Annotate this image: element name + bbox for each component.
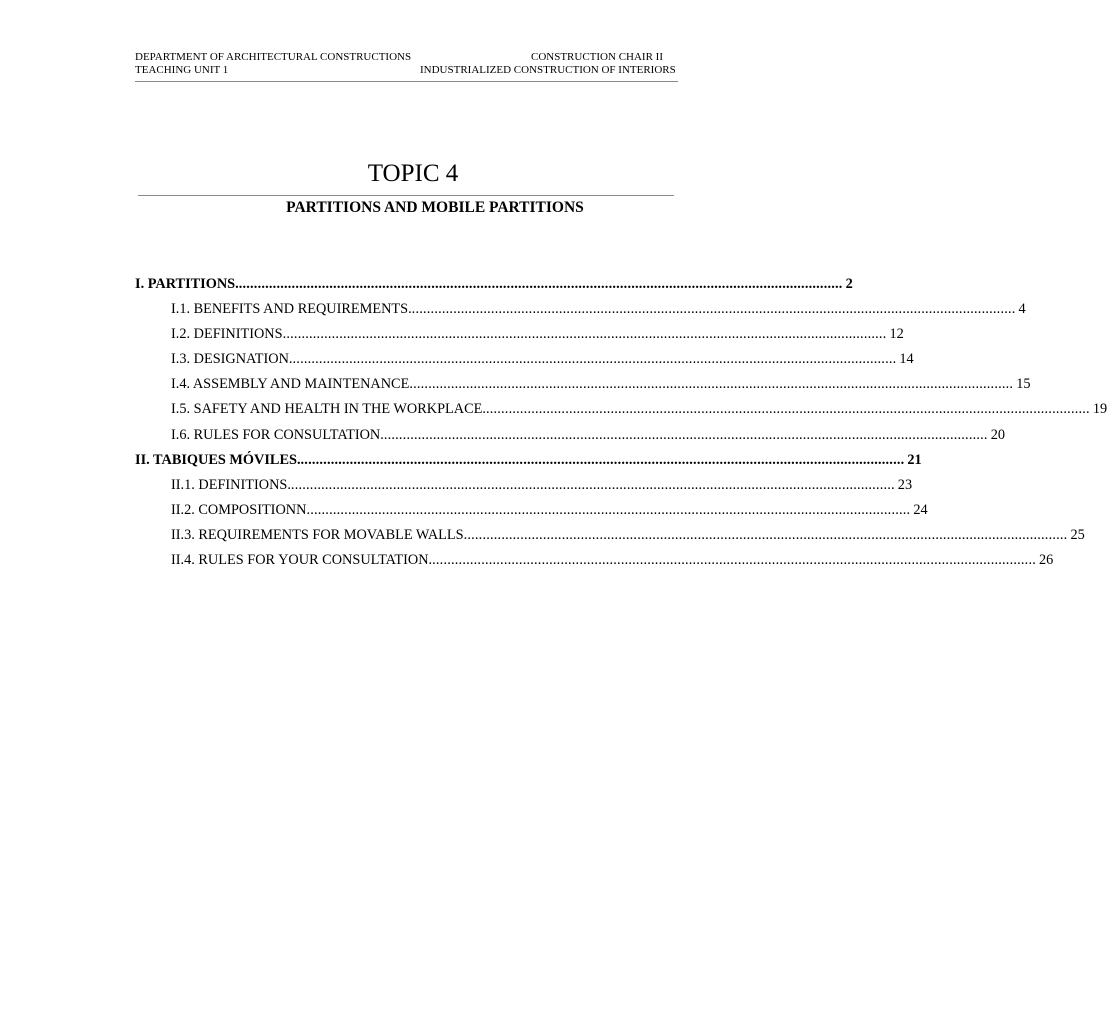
toc-entry-movable-definitions[interactable] bbox=[171, 476, 913, 494]
toc-dot-leader: ................................................................................................................................................................ bbox=[411, 301, 1016, 317]
toc-entry-designation[interactable] bbox=[171, 350, 914, 368]
toc-dot-leader: ................................................................................................................................................................ bbox=[383, 427, 988, 443]
toc-entry-title: I.5. SAFETY AND HEALTH IN THE WORKPLACE. bbox=[171, 401, 486, 417]
toc-page-number: 21 bbox=[907, 452, 922, 468]
toc-dot-leader: ................................................................................................................................................................ bbox=[290, 477, 895, 493]
toc-page-number: 15 bbox=[1016, 376, 1031, 392]
toc-entry-rules-consultation[interactable] bbox=[171, 426, 1005, 444]
header-department: DEPARTMENT OF ARCHITECTURAL CONSTRUCTIONS bbox=[135, 51, 412, 63]
toc-dot-leader: ................................................................................................................................................................ bbox=[432, 552, 1036, 568]
title-divider bbox=[138, 195, 674, 196]
toc-entry-title: I. PARTITIONS. bbox=[135, 276, 239, 292]
header-chair: CONSTRUCTION CHAIR II bbox=[531, 51, 663, 63]
toc-page-number: 20 bbox=[990, 427, 1005, 443]
toc-page-number: 14 bbox=[899, 351, 914, 367]
toc-page-number: 25 bbox=[1070, 527, 1085, 543]
toc-entry-partitions[interactable] bbox=[135, 275, 853, 293]
toc-page-number: 4 bbox=[1018, 301, 1026, 317]
header-teaching-unit: TEACHING UNIT 1 bbox=[135, 64, 229, 76]
toc-entry-composition[interactable] bbox=[171, 501, 928, 519]
page-subtitle: PARTITIONS AND MOBILE PARTITIONS bbox=[286, 199, 584, 216]
toc-page-number: 23 bbox=[897, 477, 913, 493]
toc-entry-title: I.3. DESIGNATION. bbox=[171, 351, 293, 367]
toc-entry-title: II.3. REQUIREMENTS FOR MOVABLE WALLS bbox=[171, 527, 464, 543]
toc-dot-leader: ................................................................................................................................................................ bbox=[485, 401, 1090, 417]
toc-entry-benefits-requirements[interactable] bbox=[171, 300, 1026, 318]
toc-dot-leader: ................................................................................................................................................................ bbox=[409, 376, 1014, 392]
toc-entry-title: I.6. RULES FOR CONSULTATION. bbox=[171, 427, 384, 443]
page-title: TOPIC 4 bbox=[367, 160, 459, 187]
toc-entry-rules-your-consultation[interactable] bbox=[171, 551, 1054, 569]
toc-dot-leader: ................................................................................................................................................................ bbox=[300, 452, 905, 468]
toc-entry-safety-health[interactable] bbox=[171, 400, 1107, 418]
toc-entry-movable-requirements[interactable] bbox=[171, 526, 1085, 544]
toc-entry-title: II.1. DEFINITIONS. bbox=[171, 477, 291, 493]
toc-entry-title: I.1. BENEFITS AND REQUIREMENTS. bbox=[171, 301, 412, 317]
toc-page-number: 19 bbox=[1092, 401, 1107, 417]
toc-entry-assembly-maintenance[interactable] bbox=[171, 375, 1031, 393]
toc-page-number: 12 bbox=[889, 326, 904, 342]
toc-entry-title: I.2. DEFINITIONS bbox=[171, 326, 283, 342]
toc-dot-leader: ................................................................................................................................................................ bbox=[463, 527, 1068, 543]
page-header bbox=[135, 51, 678, 77]
header-course: INDUSTRIALIZED CONSTRUCTION OF INTERIORS bbox=[420, 64, 676, 76]
toc-entry-tabiques-moviles[interactable] bbox=[135, 451, 922, 469]
toc-dot-leader: ................................................................................................................................................................ bbox=[306, 502, 911, 518]
toc-entry-title: I.4. ASSEMBLY AND MAINTENANCE bbox=[171, 376, 410, 392]
toc-page-number: 24 bbox=[913, 502, 928, 518]
toc-page-number: 26 bbox=[1039, 552, 1054, 568]
toc-entry-title: II.4. RULES FOR YOUR CONSULTATION. bbox=[171, 552, 433, 568]
toc-dot-leader: ................................................................................................................................................................ bbox=[238, 276, 843, 292]
toc-entry-definitions[interactable] bbox=[171, 325, 904, 343]
toc-entry-title: II. TABIQUES MÓVILES. bbox=[135, 452, 301, 468]
toc-dot-leader: ................................................................................................................................................................ bbox=[292, 351, 897, 367]
header-divider bbox=[135, 81, 678, 82]
toc-entry-title: II.2. COMPOSITIONN bbox=[171, 502, 307, 518]
toc-page-number: 2 bbox=[845, 276, 853, 292]
toc-dot-leader: ................................................................................................................................................................ bbox=[282, 326, 887, 342]
